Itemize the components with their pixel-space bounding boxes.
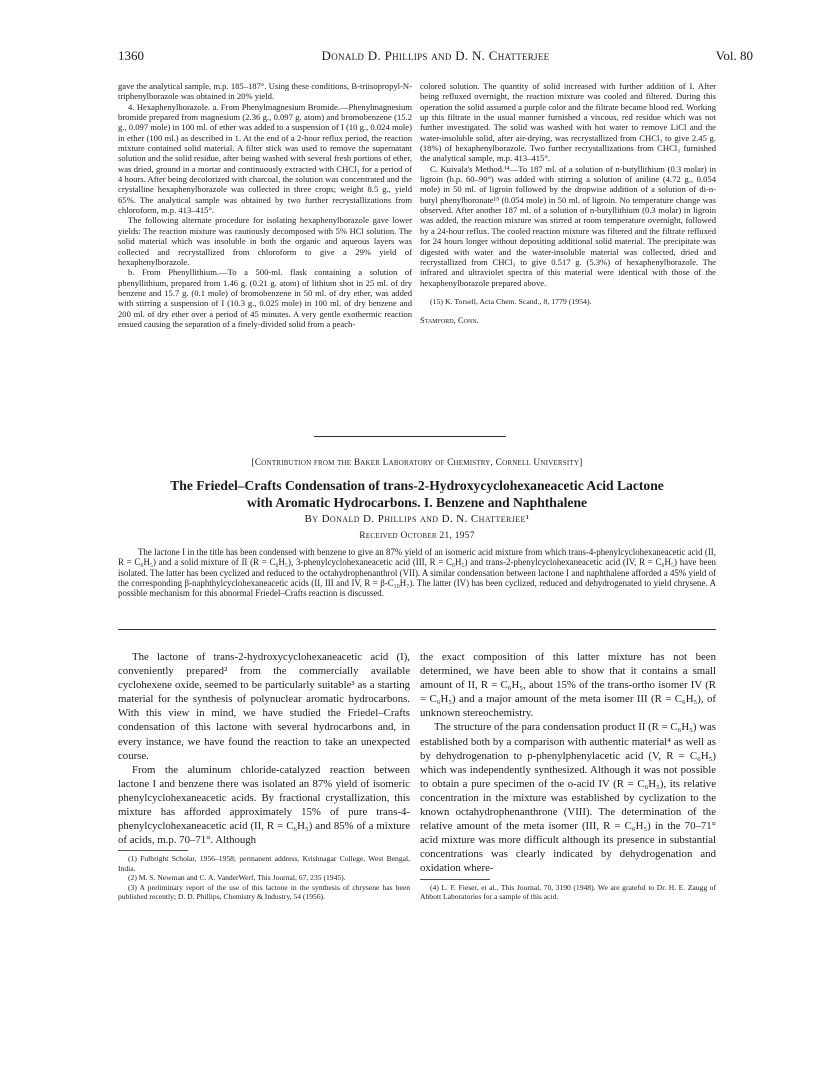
abstract-divider — [118, 629, 716, 630]
page-header — [118, 48, 753, 66]
abstract-text: The lactone I in the title has been condensed with benzene to give an 87% yield of an isomeric acid mixture from which trans-4-phenylcyclohexaneacetic acid (II, R = C₆H₅) and a solid mixture of II (R = C₆H₅), 3-phenylcyclohexaneacetic acid (III, R = C₆H₅) and trans-2-phenylcyclohexaneacetic acid (IV, R = C₆H₅) have been isolated. The latter has been cyclized and reduced to the octahydrophenanthrol (VII). A similar condensation between lactone I and naphthalene afforded a 45% yield of the corresponding β-naphthylcyclohexaneacetic acids (II, III and IV, R = β-C₁₀H₇). The latter (IV) has been cyclized, reduced and dehydrogenated to yield chrysene. A possible mechanism for this abnormal Friedel–Crafts reaction is discussed. — [118, 547, 716, 599]
location-line: Stamford, Conn. — [420, 314, 479, 325]
abstract — [118, 547, 716, 598]
article-right-column — [420, 650, 716, 901]
paragraph: the exact composition of this latter mixture has not been determined, we have been able to show that it contains a small amount of II, R = C₆H₅, about 15% of the trans-ortho isomer IV (R = C₆H₅) and a major amount of the meta isomer III (R = C₆H₅), of unknown stereochemistry. — [420, 651, 716, 720]
article-title — [118, 477, 716, 511]
paragraph: colored solution. The quantity of solid increased with further addition of I. After being refluxed overnight, the reaction mixture was cooled and filtered. During this operation the solid assumed a purple color and the filtrate became blood red. Working up this filtrate in the usual manner furnished a viscous, red residue which was not further investigated. The solid was washed with hot water to remove LiCl and the water-insoluble solid, after air-drying, was recrystallized from CHCl₃ to give 2.45 g. (18%) of hexaphenylborazole. Two further recrystallizations from CHCl₃ furnished the analytical sample, m.p. 413–415°. — [420, 81, 716, 164]
footnotes — [118, 854, 410, 901]
section-divider — [314, 436, 506, 437]
footnote-3: (3) A preliminary report of the use of this lactone in the synthesis of chrysene has been published recently; D. D. Phillips, Chemistry & Industry, 54 (1956). — [118, 882, 410, 901]
running-head: Donald D. Phillips and D. N. Chatterjee — [321, 48, 550, 63]
footnote-divider — [118, 850, 188, 851]
footnote-2: (2) M. S. Newman and C. A. VanderWerf, This Journal, 67, 235 (1945). — [128, 873, 346, 883]
title-line: The Friedel–Crafts Condensation of trans-2-Hydroxycyclohexaneacetic Acid Lactone — [170, 478, 664, 493]
paragraph: The structure of the para condensation product II (R = C₆H₅) was established both by a comparison with authentic material⁴ as well as by dehydrogenation to p-phenylphenylacetic acid (V, R = C₆H₅) which was independently synthesized. Although it was not possible to obtain a pure specimen of the o-acid IV (R = C₆H₅), its relative concentration in the mixture was established by cyclization to the known octahydrophenanthrone (VIII). The determination of the relative amount of the meta isomer (III, R = C₆H₅) in the 70–71° acid mixture was more difficult although its presence in substantial concentrations was clearly indicated by dehydrogenation and oxidation where- — [420, 721, 716, 875]
paragraph: gave the analytical sample, m.p. 185–187°. Using these conditions, B-triisopropyl-N-triphenylborazole was obtained in 20% yield. — [118, 81, 412, 102]
authors-line: By Donald D. Phillips and D. N. Chatterjee¹ — [304, 513, 530, 525]
previous-article-right-column — [420, 81, 716, 325]
article-left-column — [118, 650, 410, 901]
footnotes — [420, 883, 716, 902]
reference-list — [420, 297, 716, 307]
paragraph: The following alternate procedure for isolating hexaphenylborazole gave lower yields: The reaction mixture was cautiously decomposed with 5% HCl solution. The solid material which was insoluble in both the organic and aqueous layers was collected and recrystallized from chloroform to give a 29% yield of hexaphenylborazole. — [118, 215, 412, 267]
volume-label: Vol. 80 — [715, 48, 753, 63]
footnote-1: (1) Fulbright Scholar, 1956–1958; permanent address, Krishnagar College, West Bengal, India. — [118, 854, 410, 873]
paragraph: C. Kuivala's Method.¹⁴—To 187 ml. of a solution of n-butyllithium (0.3 molar) in ligroin (b.p. 60–90°) was added with stirring a solution of aniline (4.72 g., 0.054 mole) in 50 ml. of ligroin followed by the dropwise addition of a solution of di-n-butyl phenylboronate¹⁵ (0.054 mole) in 50 ml. of ligroin. No temperature change was observed. After another 187 ml. of a solution of n-butyllithium (0.3 molar) in ligroin was added, the reaction mixture was stirred at room temperature overnight, followed by a 24-hour reflux. The cooled reaction mixture was filtered and the filtrate refluxed for 24 hours longer without depositing additional solid material. The precipitate was digested with water and the water-insoluble material was collected, dried and recrystallized from CHCl₃ to give 0.517 g. (5.3%) of hexaphenylborazole. The infrared and ultraviolet spectra of this material were identical with those of the hexaphenylborazole prepared above. — [420, 163, 716, 288]
footnote-4: (4) L. F. Fieser, et al., This Journal, 70, 3190 (1948). We are grateful to Dr. H. E. Zaugg of Abbott Laboratories for a sample of this acid. — [420, 882, 716, 901]
previous-article-left-column — [118, 81, 412, 329]
paragraph: The lactone of trans-2-hydroxycyclohexaneacetic acid (I), conveniently prepared² from the commercially available cyclohexene oxide, seemed to be particularly suitable³ as a starting material for the synthesis of polynuclear aromatic hydrocarbons. With this view in mind, we have studied the Friedel–Crafts condensation of this lactone with several hydrocarbons and, in every instance, we have found the reaction to take an unexpected course. — [118, 651, 410, 762]
paragraph: From the aluminum chloride-catalyzed reaction between lactone I and benzene there was isolated an 87% yield of isomeric phenylcyclohexaneacetic acids. By fractional crystallization, this mixture has afforded approximately 15% of pure trans-4-phenylcyclohexaneacetic acid (II, R = C₆H₅) and 85% of a mixture of acids, m.p. 70–71°. Although — [118, 763, 410, 847]
contribution-line: [Contribution from the Baker Laboratory of Chemistry, Cornell University] — [251, 458, 583, 468]
paragraph: b. From Phenyllithium.—To a 500-ml. flask containing a solution of phenyllithium, prepared from 1.46 g. (0.21 g. atom) of lithium shot in 25 ml. of dry benzene and 15.7 g. (0.1 mole) of bromobenzene in 50 ml. of dry ether, was added with stirring a suspension of I (10.3 g., 0.025 mole) in 100 ml. of dry benzene and 200 ml. of dry ether over a period of 45 minutes. A very gentle exothermic reaction ensued causing the separation of a finely-divided solid from a peach- — [118, 267, 412, 329]
title-line: with Aromatic Hydrocarbons. I. Benzene and Naphthalene — [246, 495, 588, 510]
paragraph: 4. Hexaphenylborazole. a. From Phenylmagnesium Bromide.—Phenylmagnesium bromide prepared from magnesium (2.36 g., 0.097 g. atom) and bromobenzene (15.2 g., 0.097 mole) in 100 ml. of ether was added to a suspension of I (10 g., 0.024 mole) in ether (100 ml.) as described in 1. At the end of a 2-hour reflux period, the reaction mixture contained solid material. A filter stick was used to remove the supernatant solution and the solid residue, after being washed with several fresh portions of ether, was dried, ground in a mortar and continuously extracted with CHCl₃ for a period of 4 hours. After being decolorized with charcoal, the solution was concentrated and the crystalline hexaphenylborazole was collected in three crops; weight 8.5 g., yield 65%. The analytical sample was obtained by two further recrystallizations from chloroform, m.p. 413–415°. — [118, 101, 412, 216]
page-number: 1360 — [118, 48, 144, 63]
received-date: Received October 21, 1957 — [359, 531, 475, 541]
footnote-divider — [420, 879, 490, 880]
reference-15: (15) K. Torsell, Acta Chem. Scand., 8, 1779 (1954). — [430, 296, 592, 306]
